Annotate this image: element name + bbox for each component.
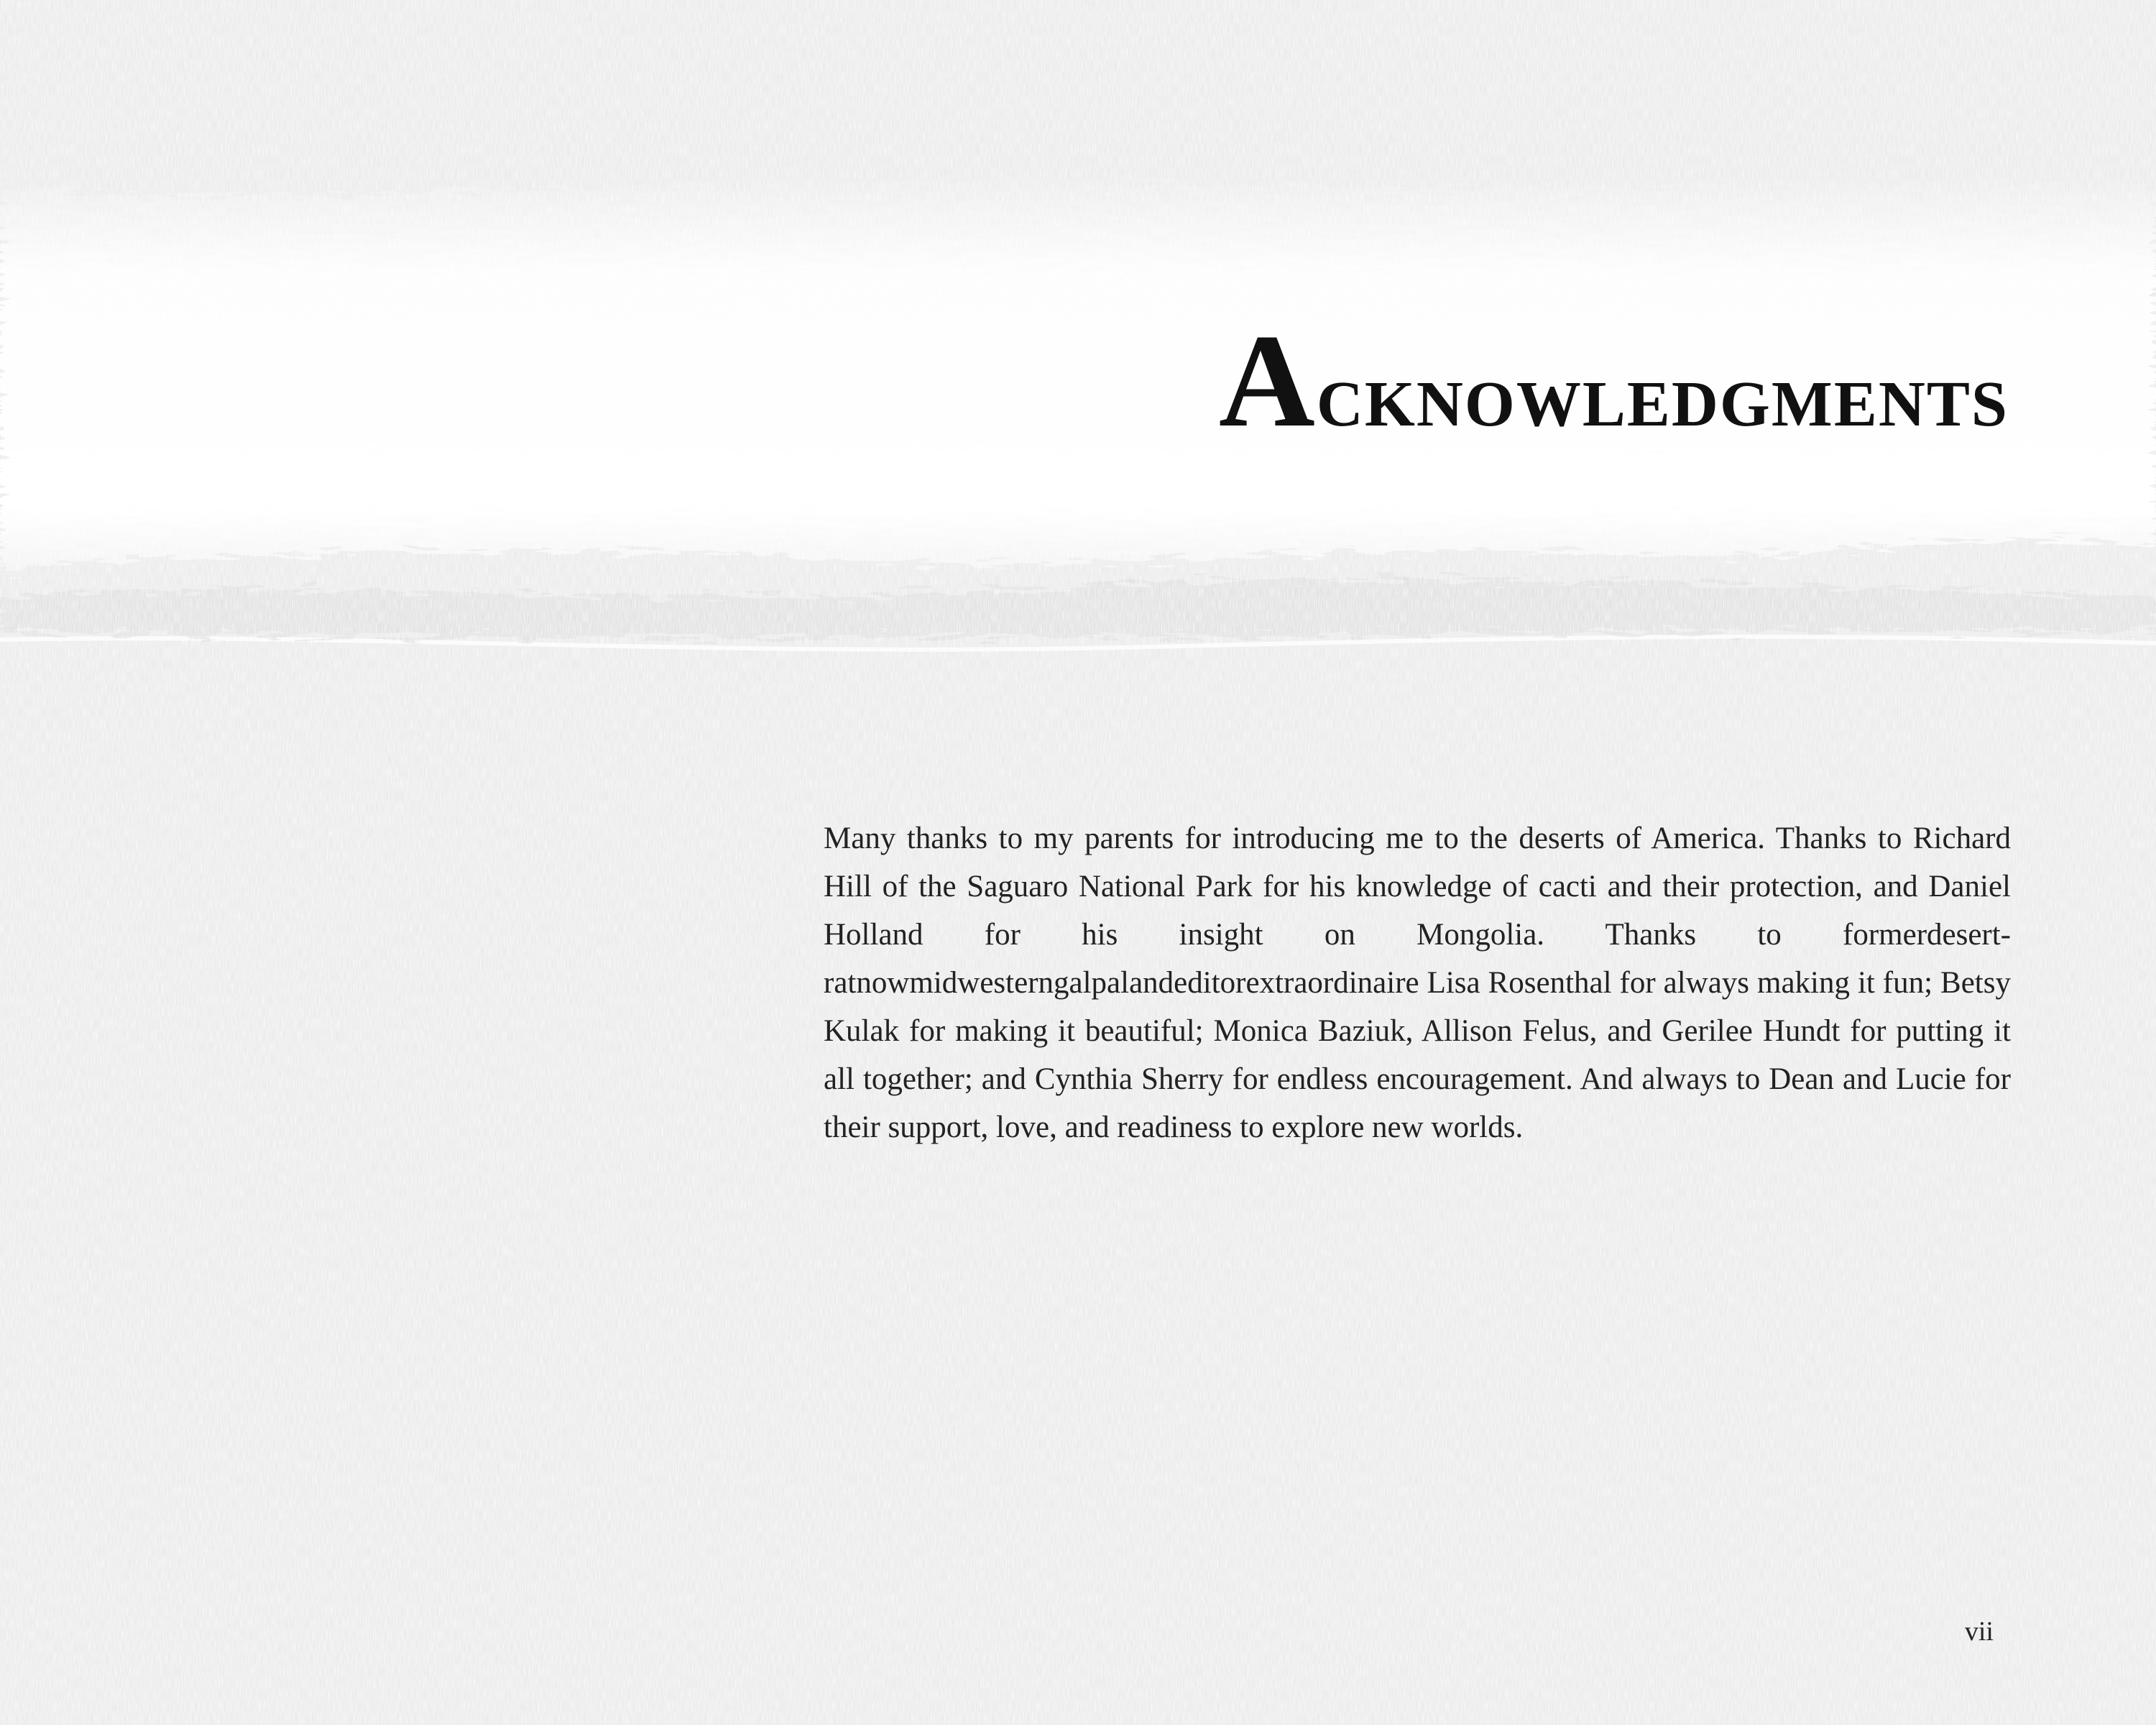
page-number: vii: [1964, 1616, 1994, 1647]
acknowledgments-text: Many thanks to my parents for introducing me to the deserts of America. Thanks to Richard Hill of the Saguaro National Park for his knowledge of cacti and their protection, and Daniel Holland for his insight on Mongolia. Thanks to formerdesert-ratnowmidwesterngalpalandeditorextraordinaire Lisa Rosenthal for always making it fun; Betsy Kulak for making it beautiful; Monica Baziuk, Allison Felus, and Gerilee Hundt for putting it all together; and Cynthia Sherry for endless encouragement. And always to Dean and Lucie for their support, love, and readiness to explore new worlds.: [824, 822, 2011, 1144]
page-title: Acknowledgments: [1218, 308, 2009, 455]
